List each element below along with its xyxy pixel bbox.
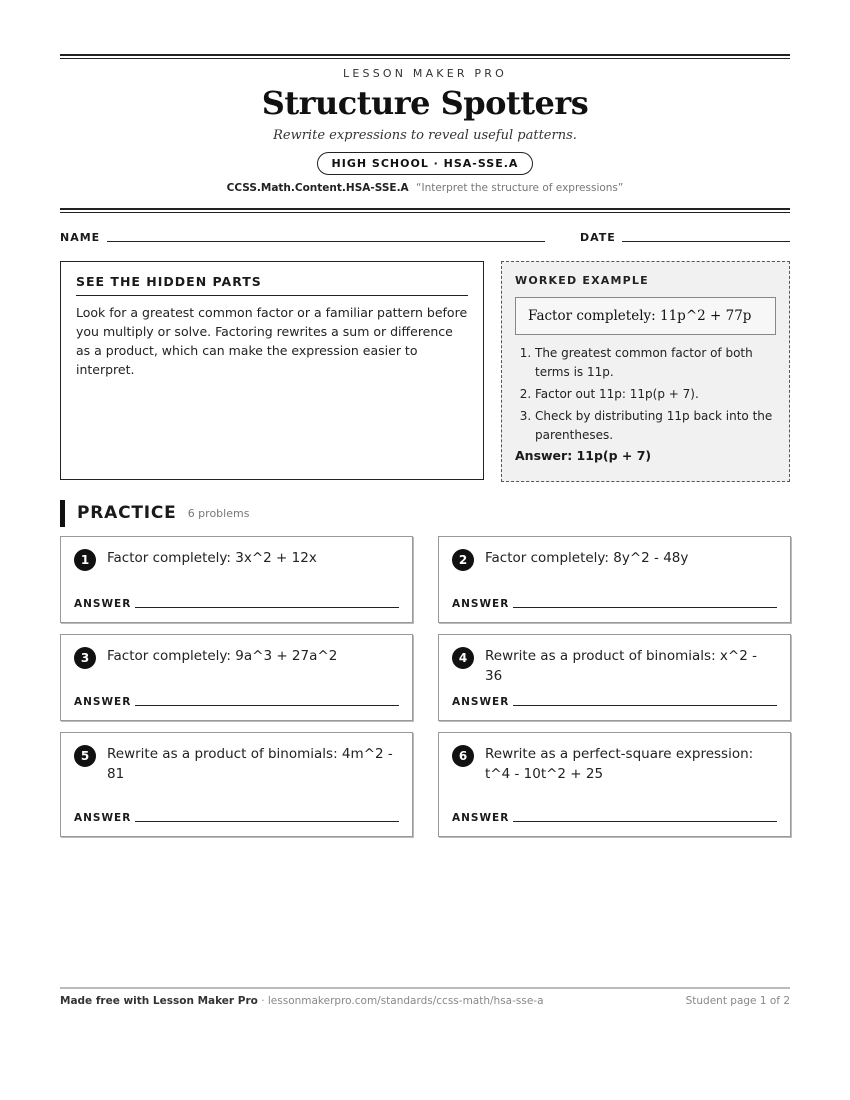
worked-step: 2. Factor out 11p: 11p(p + 7). bbox=[535, 385, 776, 404]
problem-card bbox=[438, 634, 791, 721]
worked-example-title: WORKED EXAMPLE bbox=[515, 274, 649, 287]
standard-code: CCSS.Math.Content.HSA-SSE.A bbox=[226, 182, 409, 194]
answer-field[interactable] bbox=[513, 705, 777, 706]
footer-divider bbox=[60, 987, 790, 989]
brand-name: LESSON MAKER PRO bbox=[343, 67, 507, 80]
problem-text: Rewrite as a product of binomials: 4m^2 - 81 bbox=[107, 746, 393, 782]
date-label: DATE bbox=[580, 231, 616, 244]
answer-field[interactable] bbox=[135, 705, 399, 706]
page-subtitle: Rewrite expressions to reveal useful patterns. bbox=[273, 128, 577, 143]
header-divider bbox=[60, 208, 790, 213]
answer-field[interactable] bbox=[135, 821, 399, 822]
hidden-parts-panel bbox=[60, 261, 484, 480]
answer-label: ANSWER bbox=[452, 598, 510, 610]
answer-field[interactable] bbox=[135, 607, 399, 608]
practice-heading bbox=[60, 500, 249, 527]
problem-card bbox=[60, 536, 413, 623]
worked-step: 1. The greatest common factor of both terms is 11p. bbox=[535, 344, 776, 382]
worked-example-panel bbox=[501, 261, 790, 482]
problem-text: Factor completely: 8y^2 - 48y bbox=[485, 550, 689, 566]
worked-example-steps bbox=[515, 344, 776, 445]
answer-label: ANSWER bbox=[452, 812, 510, 824]
problem-text: Rewrite as a perfect-square expression: t^4 - 10t^2 + 25 bbox=[485, 746, 754, 782]
answer-field[interactable] bbox=[513, 607, 777, 608]
problem-number: 5 bbox=[74, 745, 96, 767]
footer-made-with: Made free with Lesson Maker Pro bbox=[60, 995, 258, 1007]
problem-number: 6 bbox=[452, 745, 474, 767]
footer-url[interactable]: · lessonmakerpro.com/standards/ccss-math/hsa-sse-a bbox=[257, 995, 544, 1007]
problem-card bbox=[438, 732, 791, 837]
footer-credit bbox=[60, 995, 544, 1007]
top-divider bbox=[60, 54, 790, 59]
date-field[interactable] bbox=[622, 241, 790, 242]
answer-label: ANSWER bbox=[452, 696, 510, 708]
problem-text: Factor completely: 3x^2 + 12x bbox=[107, 550, 317, 566]
worked-example-answer: Answer: 11p(p + 7) bbox=[515, 448, 652, 463]
practice-count: 6 problems bbox=[187, 507, 250, 520]
page-indicator: Student page 1 of 2 bbox=[685, 995, 790, 1007]
page-title: Structure Spotters bbox=[261, 84, 589, 122]
problem-card bbox=[60, 634, 413, 721]
answer-field[interactable] bbox=[513, 821, 777, 822]
standard-reference bbox=[60, 182, 790, 194]
problem-card bbox=[60, 732, 413, 837]
hidden-parts-title: SEE THE HIDDEN PARTS bbox=[76, 274, 468, 296]
practice-title: PRACTICE bbox=[77, 503, 177, 523]
problem-text: Rewrite as a product of binomials: x^2 - 36 bbox=[485, 648, 757, 684]
name-label: NAME bbox=[60, 231, 101, 244]
grade-badge-wrap bbox=[60, 152, 790, 175]
problem-number: 1 bbox=[74, 549, 96, 571]
answer-label: ANSWER bbox=[74, 598, 132, 610]
problem-number: 2 bbox=[452, 549, 474, 571]
problem-number: 4 bbox=[452, 647, 474, 669]
worked-example-problem: Factor completely: 11p^2 + 77p bbox=[515, 297, 776, 335]
name-date-row bbox=[60, 229, 790, 245]
grade-standard-badge: HIGH SCHOOL · HSA-SSE.A bbox=[317, 152, 534, 175]
problem-card bbox=[438, 536, 791, 623]
problem-text: Factor completely: 9a^3 + 27a^2 bbox=[107, 648, 338, 664]
hidden-parts-text: Look for a greatest common factor or a familiar pattern before you multiply or solve. Factoring rewrites a sum or difference as a product, which can make the expression easier to interpret. bbox=[76, 305, 468, 377]
problem-number: 3 bbox=[74, 647, 96, 669]
standard-description: “Interpret the structure of expressions” bbox=[416, 182, 624, 194]
name-field[interactable] bbox=[107, 241, 545, 242]
answer-label: ANSWER bbox=[74, 696, 132, 708]
answer-label: ANSWER bbox=[74, 812, 132, 824]
worked-step: 3. Check by distributing 11p back into the parentheses. bbox=[535, 407, 776, 445]
